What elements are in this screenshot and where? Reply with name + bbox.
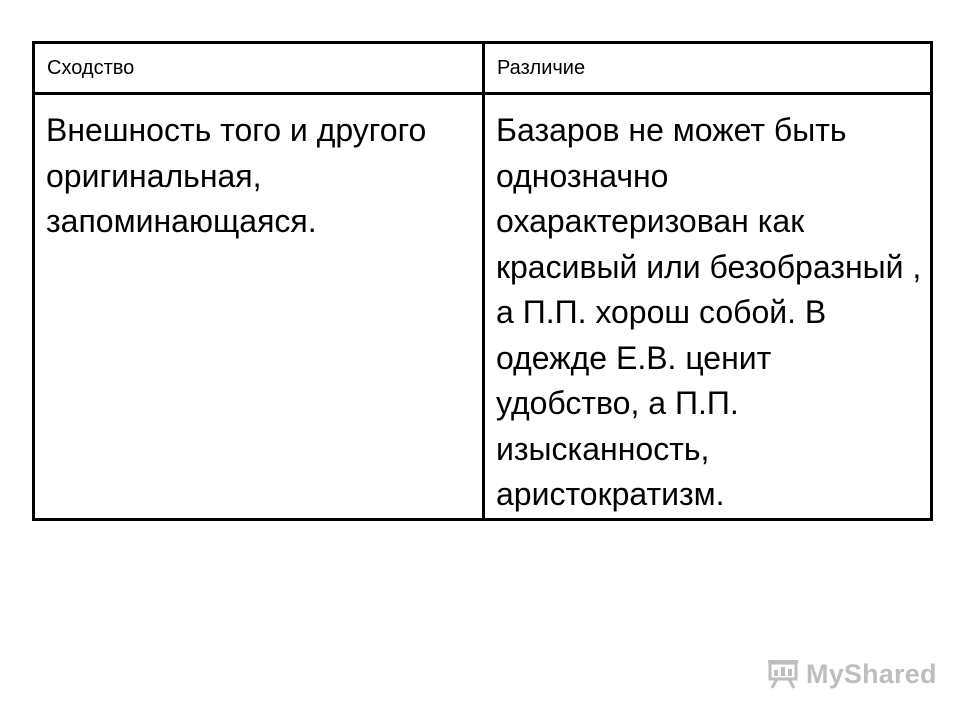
- watermark-text: MyShared: [806, 658, 937, 689]
- header-difference: [484, 43, 932, 94]
- myshared-watermark: [766, 655, 937, 693]
- cell-difference: [484, 94, 932, 520]
- cell-similarity-text: Внешность того и другого оригинальная, запоминающаяся.: [46, 112, 427, 239]
- header-similarity-label: Сходство: [47, 56, 135, 79]
- header-difference-label: Различие: [497, 56, 586, 79]
- comparison-table: [32, 41, 933, 521]
- table-row: [34, 94, 932, 520]
- table-header-row: [34, 43, 932, 94]
- header-similarity: [34, 43, 484, 94]
- board-presentation-icon: [766, 658, 800, 690]
- cell-similarity: [34, 94, 484, 520]
- cell-difference-text: Базаров не может быть однозначно охарактеризован как красивый или безобразный , а П.П. хорош собой. В одежде Е.В. ценит удобство, а П.П. изысканность, аристократизм.: [496, 112, 922, 512]
